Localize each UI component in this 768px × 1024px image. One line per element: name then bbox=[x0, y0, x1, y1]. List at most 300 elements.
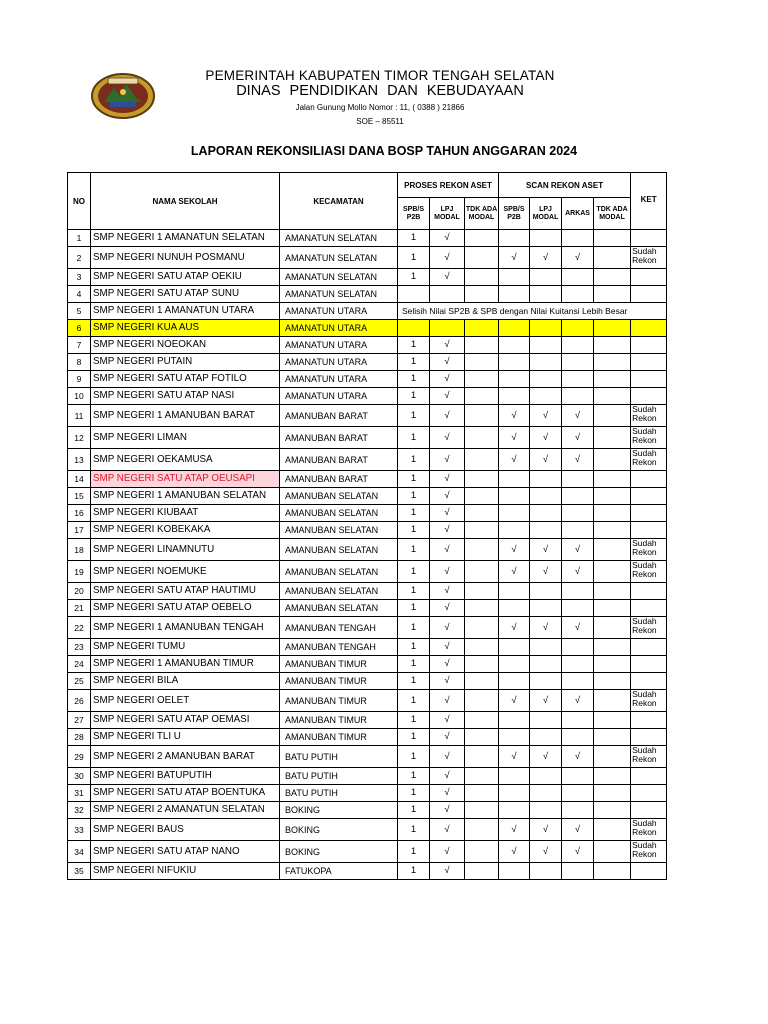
cell-ket bbox=[631, 600, 667, 617]
cell-slpj: √ bbox=[530, 819, 562, 841]
cell-stdk bbox=[594, 802, 631, 819]
cell-ket bbox=[631, 785, 667, 802]
col-spb-scan: SPB/S P2B bbox=[499, 198, 530, 230]
cell-kecamatan: BOKING bbox=[280, 802, 398, 819]
cell-sspb bbox=[499, 471, 530, 488]
cell-stdk bbox=[594, 247, 631, 269]
cell-kecamatan: AMANATUN UTARA bbox=[280, 337, 398, 354]
table-row bbox=[68, 600, 667, 617]
cell-ket: Sudah Rekon bbox=[631, 746, 667, 768]
cell-spb: 1 bbox=[398, 583, 430, 600]
cell-kecamatan: AMANUBAN SELATAN bbox=[280, 561, 398, 583]
cell-lpj: √ bbox=[430, 230, 465, 247]
table-body bbox=[68, 230, 667, 880]
table-row bbox=[68, 230, 667, 247]
table-row bbox=[68, 841, 667, 863]
cell-arkas bbox=[562, 354, 594, 371]
cell-no: 16 bbox=[68, 505, 91, 522]
table-row bbox=[68, 337, 667, 354]
cell-sspb: √ bbox=[499, 405, 530, 427]
cell-school-name: SMP NEGERI 1 AMANATUN UTARA bbox=[91, 303, 280, 320]
cell-stdk bbox=[594, 600, 631, 617]
table-row bbox=[68, 522, 667, 539]
cell-no: 10 bbox=[68, 388, 91, 405]
cell-spb: 1 bbox=[398, 746, 430, 768]
cell-spb bbox=[398, 286, 430, 303]
cell-stdk bbox=[594, 269, 631, 286]
cell-kecamatan: AMANUBAN BARAT bbox=[280, 427, 398, 449]
cell-school-name: SMP NEGERI SATU ATAP BOENTUKA bbox=[91, 785, 280, 802]
col-spb-proses: SPB/S P2B bbox=[398, 198, 430, 230]
cell-ket bbox=[631, 768, 667, 785]
col-nama-sekolah: NAMA SEKOLAH bbox=[91, 173, 280, 230]
cell-slpj bbox=[530, 371, 562, 388]
cell-school-name: SMP NEGERI SATU ATAP NASI bbox=[91, 388, 280, 405]
cell-no: 3 bbox=[68, 269, 91, 286]
cell-kecamatan: BATU PUTIH bbox=[280, 768, 398, 785]
cell-spb: 1 bbox=[398, 471, 430, 488]
cell-school-name: SMP NEGERI BILA bbox=[91, 673, 280, 690]
cell-no: 4 bbox=[68, 286, 91, 303]
cell-kecamatan: AMANUBAN SELATAN bbox=[280, 488, 398, 505]
cell-stdk bbox=[594, 841, 631, 863]
cell-kecamatan: AMANATUN SELATAN bbox=[280, 269, 398, 286]
cell-stdk bbox=[594, 863, 631, 880]
cell-no: 29 bbox=[68, 746, 91, 768]
cell-ket bbox=[631, 505, 667, 522]
cell-sspb: √ bbox=[499, 819, 530, 841]
cell-no: 35 bbox=[68, 863, 91, 880]
cell-no: 31 bbox=[68, 785, 91, 802]
cell-ket bbox=[631, 863, 667, 880]
cell-arkas: √ bbox=[562, 427, 594, 449]
cell-tdk bbox=[465, 449, 499, 471]
cell-spb: 1 bbox=[398, 405, 430, 427]
cell-ket bbox=[631, 522, 667, 539]
cell-stdk bbox=[594, 388, 631, 405]
cell-spb: 1 bbox=[398, 488, 430, 505]
reconciliation-table bbox=[67, 172, 667, 880]
col-arkas-scan: ARKAS bbox=[562, 198, 594, 230]
cell-kecamatan: BATU PUTIH bbox=[280, 785, 398, 802]
cell-slpj: √ bbox=[530, 539, 562, 561]
cell-kecamatan: AMANATUN UTARA bbox=[280, 354, 398, 371]
cell-spb: 1 bbox=[398, 539, 430, 561]
cell-tdk bbox=[465, 690, 499, 712]
cell-sspb: √ bbox=[499, 247, 530, 269]
cell-arkas: √ bbox=[562, 617, 594, 639]
cell-stdk bbox=[594, 673, 631, 690]
table-row bbox=[68, 539, 667, 561]
cell-lpj: √ bbox=[430, 819, 465, 841]
cell-kecamatan: AMANATUN UTARA bbox=[280, 371, 398, 388]
cell-no: 6 bbox=[68, 320, 91, 337]
cell-tdk bbox=[465, 230, 499, 247]
cell-arkas: √ bbox=[562, 449, 594, 471]
cell-kecamatan: AMANUBAN SELATAN bbox=[280, 539, 398, 561]
cell-tdk bbox=[465, 427, 499, 449]
cell-sspb bbox=[499, 269, 530, 286]
cell-kecamatan: AMANATUN UTARA bbox=[280, 303, 398, 320]
cell-arkas bbox=[562, 785, 594, 802]
cell-slpj: √ bbox=[530, 405, 562, 427]
cell-no: 19 bbox=[68, 561, 91, 583]
cell-kecamatan: AMANUBAN TIMUR bbox=[280, 690, 398, 712]
cell-stdk bbox=[594, 337, 631, 354]
cell-stdk bbox=[594, 729, 631, 746]
cell-ket bbox=[631, 354, 667, 371]
cell-tdk bbox=[465, 522, 499, 539]
table-row bbox=[68, 729, 667, 746]
cell-no: 8 bbox=[68, 354, 91, 371]
cell-slpj: √ bbox=[530, 427, 562, 449]
cell-stdk bbox=[594, 819, 631, 841]
table-row bbox=[68, 371, 667, 388]
cell-spb: 1 bbox=[398, 388, 430, 405]
cell-tdk bbox=[465, 269, 499, 286]
cell-kecamatan: AMANUBAN BARAT bbox=[280, 471, 398, 488]
cell-sspb bbox=[499, 712, 530, 729]
cell-ket bbox=[631, 471, 667, 488]
cell-ket: Sudah Rekon bbox=[631, 819, 667, 841]
cell-stdk bbox=[594, 449, 631, 471]
cell-tdk bbox=[465, 746, 499, 768]
cell-ket bbox=[631, 488, 667, 505]
cell-ket bbox=[631, 230, 667, 247]
cell-sspb bbox=[499, 230, 530, 247]
cell-stdk bbox=[594, 746, 631, 768]
cell-sspb bbox=[499, 505, 530, 522]
cell-sspb bbox=[499, 600, 530, 617]
cell-ket: Sudah Rekon bbox=[631, 617, 667, 639]
cell-stdk bbox=[594, 785, 631, 802]
cell-lpj: √ bbox=[430, 583, 465, 600]
cell-arkas bbox=[562, 600, 594, 617]
cell-tdk bbox=[465, 617, 499, 639]
cell-lpj: √ bbox=[430, 841, 465, 863]
cell-lpj: √ bbox=[430, 768, 465, 785]
cell-school-name: SMP NEGERI SATU ATAP SUNU bbox=[91, 286, 280, 303]
cell-slpj bbox=[530, 320, 562, 337]
cell-arkas bbox=[562, 712, 594, 729]
cell-spb: 1 bbox=[398, 785, 430, 802]
cell-stdk bbox=[594, 371, 631, 388]
cell-kecamatan: AMANUBAN SELATAN bbox=[280, 505, 398, 522]
cell-spb: 1 bbox=[398, 247, 430, 269]
cell-kecamatan: AMANATUN SELATAN bbox=[280, 286, 398, 303]
cell-slpj bbox=[530, 639, 562, 656]
cell-arkas bbox=[562, 639, 594, 656]
cell-no: 33 bbox=[68, 819, 91, 841]
cell-arkas bbox=[562, 488, 594, 505]
cell-arkas bbox=[562, 505, 594, 522]
cell-kecamatan: AMANATUN SELATAN bbox=[280, 247, 398, 269]
header-postcode: SOE – 85511 bbox=[356, 117, 404, 126]
cell-spb: 1 bbox=[398, 337, 430, 354]
cell-no: 11 bbox=[68, 405, 91, 427]
cell-lpj: √ bbox=[430, 505, 465, 522]
cell-ket bbox=[631, 656, 667, 673]
cell-sspb: √ bbox=[499, 449, 530, 471]
cell-ket bbox=[631, 371, 667, 388]
cell-arkas bbox=[562, 802, 594, 819]
cell-tdk bbox=[465, 768, 499, 785]
cell-ket bbox=[631, 673, 667, 690]
cell-lpj: √ bbox=[430, 522, 465, 539]
cell-arkas bbox=[562, 388, 594, 405]
cell-lpj: √ bbox=[430, 269, 465, 286]
government-seal-logo bbox=[90, 70, 156, 120]
cell-kecamatan: BATU PUTIH bbox=[280, 746, 398, 768]
cell-slpj bbox=[530, 337, 562, 354]
cell-spb: 1 bbox=[398, 768, 430, 785]
cell-sspb bbox=[499, 488, 530, 505]
cell-lpj: √ bbox=[430, 690, 465, 712]
cell-lpj: √ bbox=[430, 371, 465, 388]
cell-slpj bbox=[530, 583, 562, 600]
cell-sspb bbox=[499, 785, 530, 802]
cell-sspb bbox=[499, 802, 530, 819]
cell-no: 32 bbox=[68, 802, 91, 819]
cell-spb bbox=[398, 320, 430, 337]
col-kecamatan: KECAMATAN bbox=[280, 173, 398, 230]
table-row bbox=[68, 303, 667, 320]
cell-spb: 1 bbox=[398, 841, 430, 863]
table-row bbox=[68, 639, 667, 656]
cell-tdk bbox=[465, 405, 499, 427]
cell-tdk bbox=[465, 561, 499, 583]
cell-tdk bbox=[465, 785, 499, 802]
cell-kecamatan: AMANUBAN SELATAN bbox=[280, 600, 398, 617]
cell-ket bbox=[631, 639, 667, 656]
header-line-1: PEMERINTAH KABUPATEN TIMOR TENGAH SELATAN bbox=[205, 68, 555, 83]
cell-school-name: SMP NEGERI KUA AUS bbox=[91, 320, 280, 337]
cell-arkas bbox=[562, 583, 594, 600]
cell-tdk bbox=[465, 488, 499, 505]
cell-tdk bbox=[465, 729, 499, 746]
cell-no: 14 bbox=[68, 471, 91, 488]
cell-kecamatan: AMANUBAN SELATAN bbox=[280, 583, 398, 600]
cell-slpj: √ bbox=[530, 561, 562, 583]
cell-spb: 1 bbox=[398, 371, 430, 388]
cell-arkas bbox=[562, 522, 594, 539]
cell-arkas bbox=[562, 320, 594, 337]
cell-lpj bbox=[430, 286, 465, 303]
table-row bbox=[68, 583, 667, 600]
cell-stdk bbox=[594, 505, 631, 522]
cell-ket: Sudah Rekon bbox=[631, 247, 667, 269]
cell-sspb bbox=[499, 286, 530, 303]
cell-tdk bbox=[465, 639, 499, 656]
cell-school-name: SMP NEGERI SATU ATAP NANO bbox=[91, 841, 280, 863]
table-row bbox=[68, 802, 667, 819]
cell-arkas: √ bbox=[562, 841, 594, 863]
cell-arkas bbox=[562, 337, 594, 354]
cell-slpj bbox=[530, 505, 562, 522]
cell-lpj bbox=[430, 320, 465, 337]
cell-slpj bbox=[530, 768, 562, 785]
cell-lpj: √ bbox=[430, 405, 465, 427]
cell-arkas: √ bbox=[562, 819, 594, 841]
cell-no: 18 bbox=[68, 539, 91, 561]
cell-school-name: SMP NEGERI 2 AMANATUN SELATAN bbox=[91, 802, 280, 819]
cell-sspb bbox=[499, 522, 530, 539]
cell-sspb bbox=[499, 863, 530, 880]
cell-ket: Sudah Rekon bbox=[631, 449, 667, 471]
cell-school-name: SMP NEGERI 1 AMANUBAN BARAT bbox=[91, 405, 280, 427]
cell-arkas: √ bbox=[562, 746, 594, 768]
cell-no: 23 bbox=[68, 639, 91, 656]
cell-lpj: √ bbox=[430, 802, 465, 819]
cell-slpj bbox=[530, 354, 562, 371]
cell-tdk bbox=[465, 337, 499, 354]
cell-arkas: √ bbox=[562, 561, 594, 583]
cell-ket: Sudah Rekon bbox=[631, 539, 667, 561]
cell-kecamatan: FATUKOPA bbox=[280, 863, 398, 880]
cell-tdk bbox=[465, 673, 499, 690]
cell-no: 27 bbox=[68, 712, 91, 729]
cell-school-name: SMP NEGERI LINAMNUTU bbox=[91, 539, 280, 561]
cell-no: 25 bbox=[68, 673, 91, 690]
cell-no: 20 bbox=[68, 583, 91, 600]
cell-tdk bbox=[465, 286, 499, 303]
cell-kecamatan: AMANUBAN BARAT bbox=[280, 449, 398, 471]
cell-spb: 1 bbox=[398, 639, 430, 656]
cell-arkas bbox=[562, 230, 594, 247]
cell-slpj bbox=[530, 269, 562, 286]
cell-lpj: √ bbox=[430, 673, 465, 690]
cell-tdk bbox=[465, 819, 499, 841]
cell-lpj: √ bbox=[430, 785, 465, 802]
cell-lpj: √ bbox=[430, 471, 465, 488]
cell-school-name: SMP NEGERI 1 AMANUBAN TENGAH bbox=[91, 617, 280, 639]
cell-slpj bbox=[530, 785, 562, 802]
table-row bbox=[68, 785, 667, 802]
cell-spb: 1 bbox=[398, 690, 430, 712]
cell-no: 13 bbox=[68, 449, 91, 471]
table-row bbox=[68, 746, 667, 768]
cell-arkas bbox=[562, 863, 594, 880]
cell-slpj bbox=[530, 286, 562, 303]
cell-school-name: SMP NEGERI 1 AMANUBAN SELATAN bbox=[91, 488, 280, 505]
cell-stdk bbox=[594, 522, 631, 539]
cell-sspb: √ bbox=[499, 841, 530, 863]
table-row bbox=[68, 617, 667, 639]
cell-school-name: SMP NEGERI TLI U bbox=[91, 729, 280, 746]
cell-slpj: √ bbox=[530, 247, 562, 269]
cell-kecamatan: AMANUBAN TENGAH bbox=[280, 639, 398, 656]
col-lpj-proses: LPJ MODAL bbox=[430, 198, 465, 230]
col-tdk-scan: TDK ADA MODAL bbox=[594, 198, 631, 230]
col-tdk-proses: TDK ADA MODAL bbox=[465, 198, 499, 230]
cell-school-name: SMP NEGERI NOEOKAN bbox=[91, 337, 280, 354]
table-row bbox=[68, 405, 667, 427]
cell-stdk bbox=[594, 320, 631, 337]
cell-tdk bbox=[465, 354, 499, 371]
cell-school-name: SMP NEGERI TUMU bbox=[91, 639, 280, 656]
table-row bbox=[68, 388, 667, 405]
cell-spb: 1 bbox=[398, 802, 430, 819]
cell-school-name: SMP NEGERI KIUBAAT bbox=[91, 505, 280, 522]
cell-spb: 1 bbox=[398, 427, 430, 449]
cell-ket bbox=[631, 286, 667, 303]
cell-stdk bbox=[594, 471, 631, 488]
cell-sspb bbox=[499, 371, 530, 388]
cell-spb: 1 bbox=[398, 673, 430, 690]
cell-no: 9 bbox=[68, 371, 91, 388]
cell-spb: 1 bbox=[398, 600, 430, 617]
cell-slpj bbox=[530, 488, 562, 505]
cell-stdk bbox=[594, 427, 631, 449]
cell-lpj: √ bbox=[430, 617, 465, 639]
cell-tdk bbox=[465, 539, 499, 561]
cell-stdk bbox=[594, 768, 631, 785]
cell-spb: 1 bbox=[398, 230, 430, 247]
cell-no: 5 bbox=[68, 303, 91, 320]
cell-spb: 1 bbox=[398, 354, 430, 371]
cell-sspb bbox=[499, 639, 530, 656]
table-row bbox=[68, 561, 667, 583]
cell-tdk bbox=[465, 841, 499, 863]
cell-school-name: SMP NEGERI LIMAN bbox=[91, 427, 280, 449]
cell-lpj: √ bbox=[430, 449, 465, 471]
cell-kecamatan: AMANUBAN TIMUR bbox=[280, 729, 398, 746]
table-row bbox=[68, 819, 667, 841]
table-row bbox=[68, 247, 667, 269]
cell-no: 21 bbox=[68, 600, 91, 617]
cell-no: 1 bbox=[68, 230, 91, 247]
cell-no: 22 bbox=[68, 617, 91, 639]
cell-school-name: SMP NEGERI SATU ATAP FOTILO bbox=[91, 371, 280, 388]
cell-note: Selisih Nilai SP2B & SPB dengan Nilai Kuitansi Lebih Besar bbox=[398, 303, 667, 320]
cell-arkas bbox=[562, 471, 594, 488]
cell-kecamatan: AMANATUN UTARA bbox=[280, 320, 398, 337]
cell-school-name: SMP NEGERI SATU ATAP OEBELO bbox=[91, 600, 280, 617]
cell-school-name: SMP NEGERI 2 AMANUBAN BARAT bbox=[91, 746, 280, 768]
cell-sspb: √ bbox=[499, 427, 530, 449]
cell-no: 30 bbox=[68, 768, 91, 785]
cell-spb: 1 bbox=[398, 617, 430, 639]
cell-school-name: SMP NEGERI SATU ATAP OEKIU bbox=[91, 269, 280, 286]
table-row bbox=[68, 863, 667, 880]
cell-ket bbox=[631, 337, 667, 354]
table-row bbox=[68, 427, 667, 449]
cell-tdk bbox=[465, 583, 499, 600]
table-row bbox=[68, 471, 667, 488]
cell-slpj: √ bbox=[530, 746, 562, 768]
cell-ket bbox=[631, 269, 667, 286]
cell-slpj bbox=[530, 656, 562, 673]
cell-ket bbox=[631, 802, 667, 819]
cell-lpj: √ bbox=[430, 561, 465, 583]
cell-school-name: SMP NEGERI 1 AMANATUN SELATAN bbox=[91, 230, 280, 247]
cell-no: 28 bbox=[68, 729, 91, 746]
table-row bbox=[68, 449, 667, 471]
cell-lpj: √ bbox=[430, 388, 465, 405]
cell-ket bbox=[631, 583, 667, 600]
cell-school-name: SMP NEGERI SATU ATAP OEMASI bbox=[91, 712, 280, 729]
cell-arkas bbox=[562, 768, 594, 785]
cell-lpj: √ bbox=[430, 639, 465, 656]
cell-sspb: √ bbox=[499, 617, 530, 639]
cell-arkas: √ bbox=[562, 405, 594, 427]
cell-arkas bbox=[562, 286, 594, 303]
cell-no: 26 bbox=[68, 690, 91, 712]
cell-spb: 1 bbox=[398, 522, 430, 539]
cell-stdk bbox=[594, 561, 631, 583]
table-row bbox=[68, 673, 667, 690]
cell-ket: Sudah Rekon bbox=[631, 841, 667, 863]
